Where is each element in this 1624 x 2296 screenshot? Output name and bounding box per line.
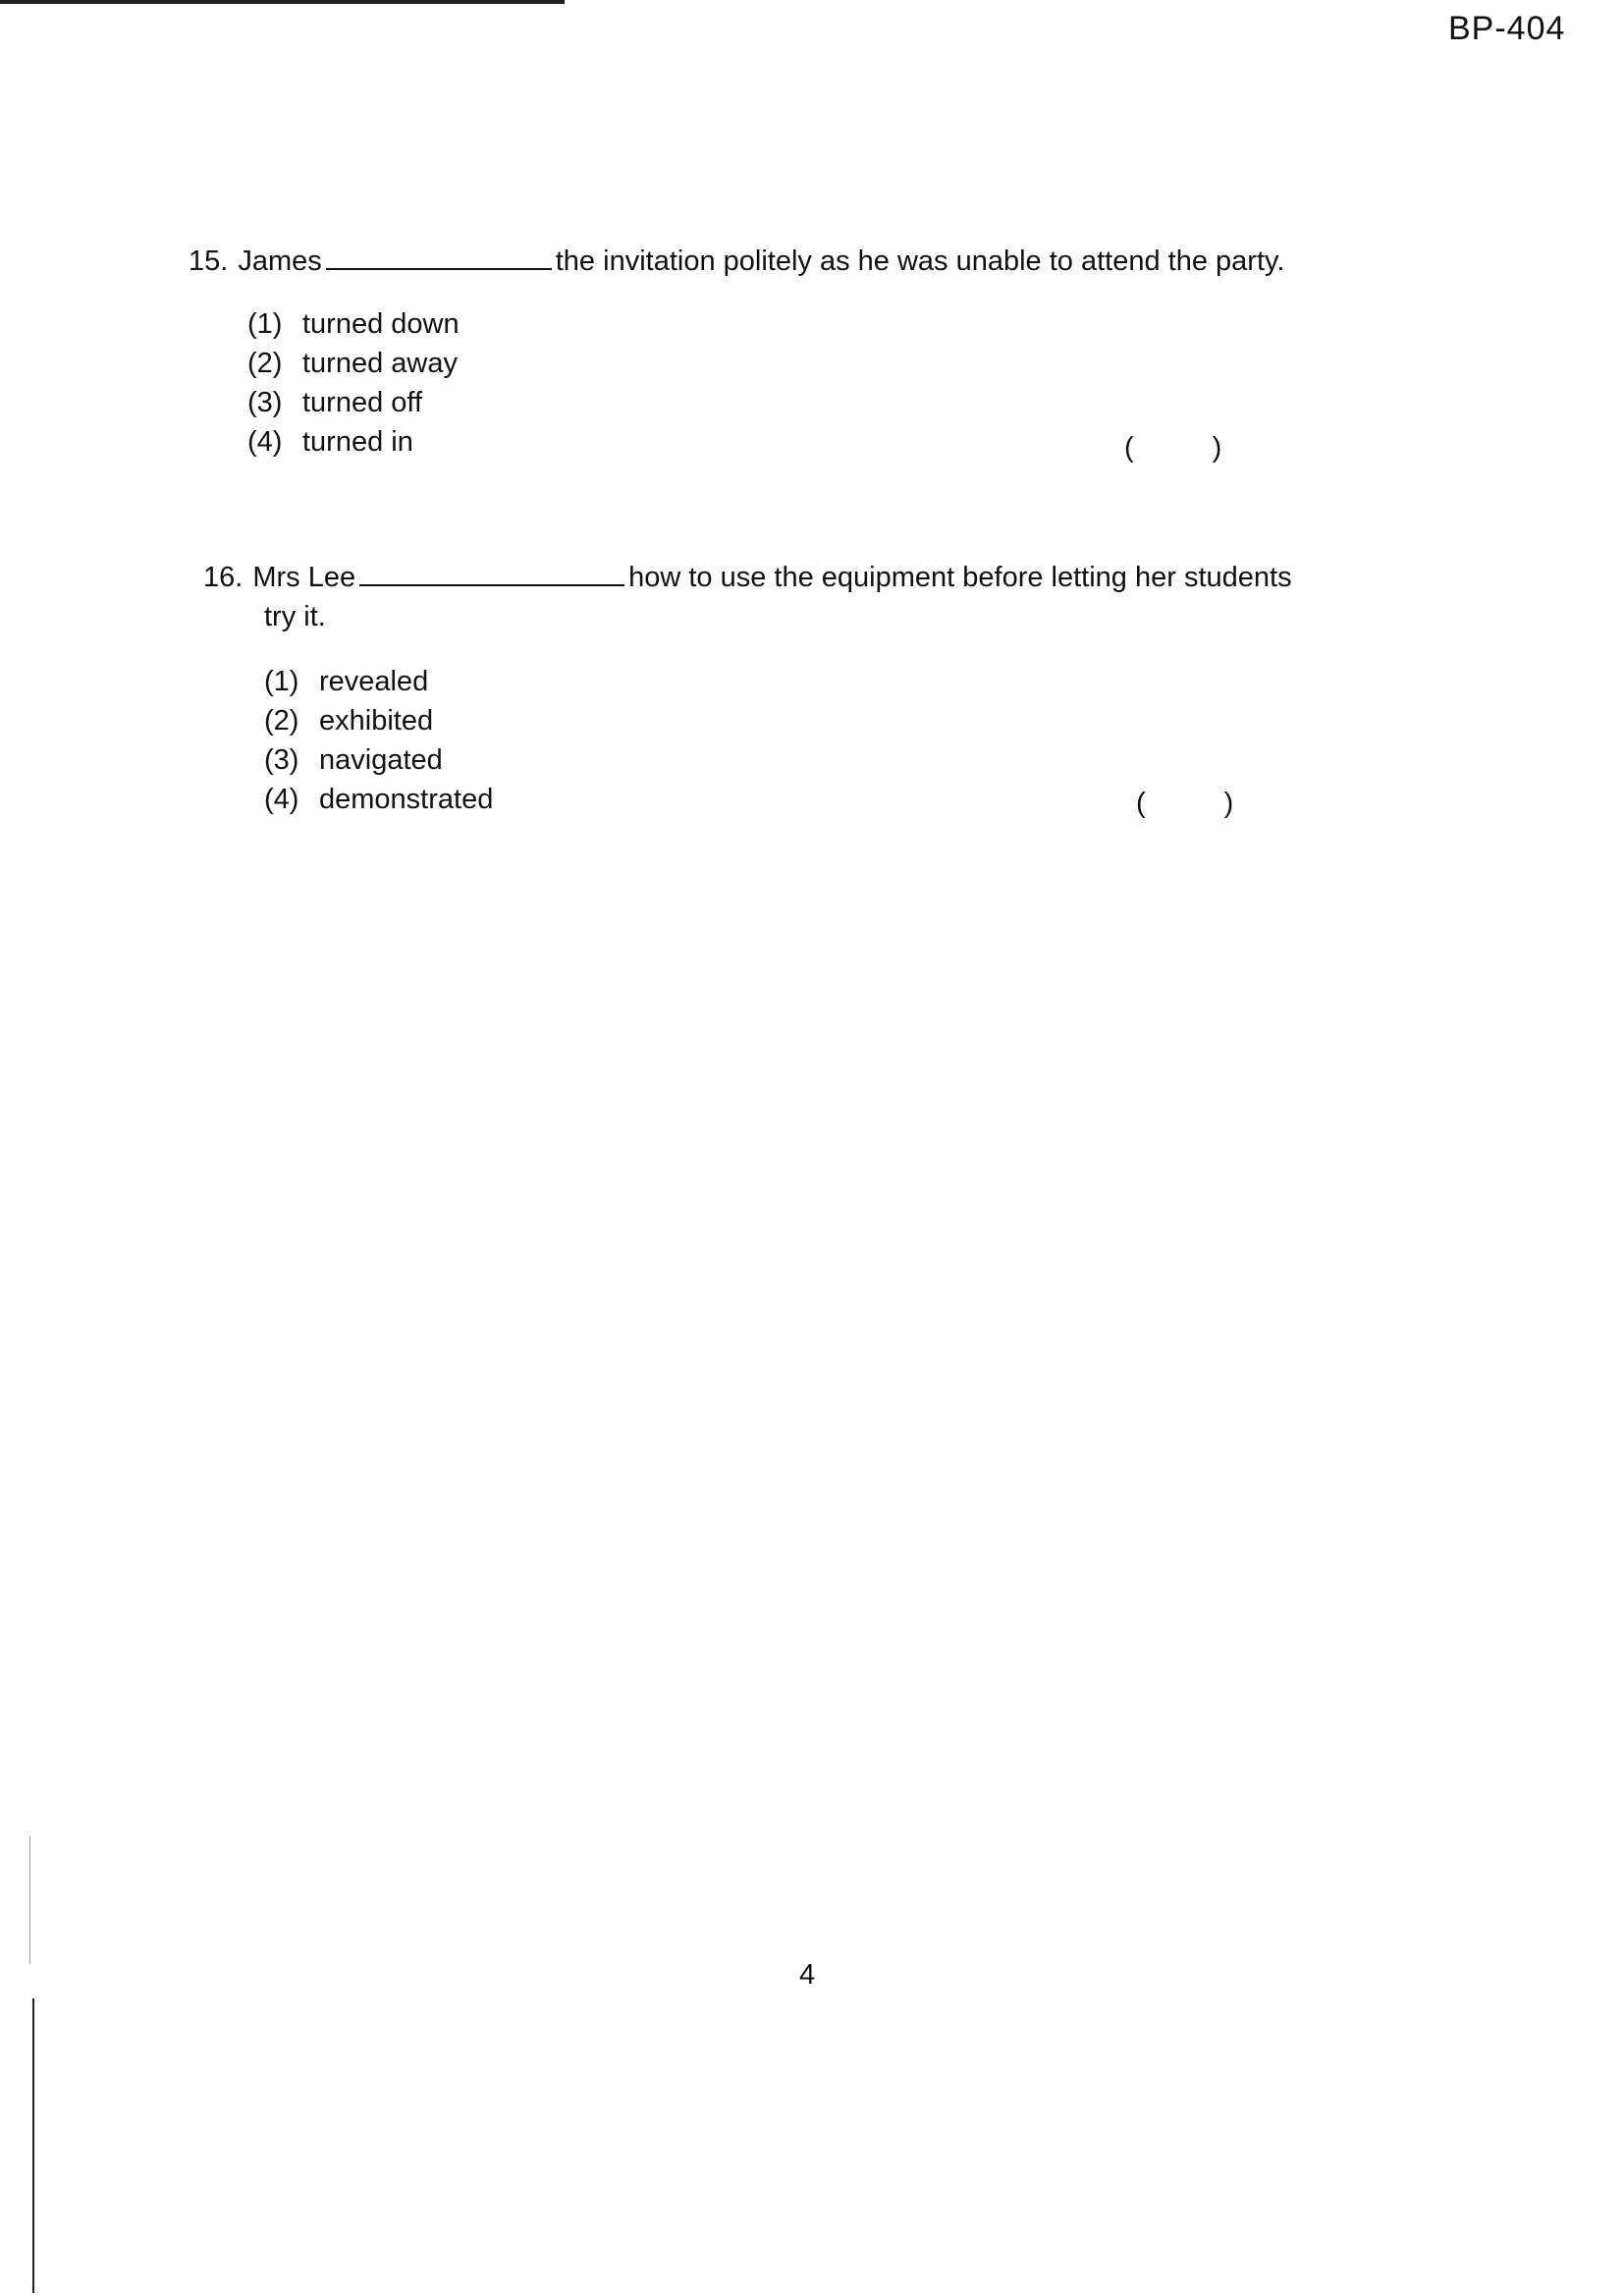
option-text: exhibited: [319, 705, 434, 737]
option-text: turned in: [302, 426, 413, 458]
option-text: turned down: [302, 308, 460, 340]
option-2: [247, 344, 1284, 383]
answer-box-16: [1136, 788, 1233, 820]
option-number: (4): [264, 784, 299, 815]
answer-blank: [359, 561, 624, 586]
option-number: (2): [247, 348, 283, 379]
option-number: (3): [247, 387, 283, 418]
option-3: [247, 383, 1284, 422]
option-text: demonstrated: [319, 784, 494, 815]
answer-blank: [326, 245, 552, 270]
top-border-line: [0, 0, 565, 4]
question-15: [189, 242, 1284, 462]
answer-box-15: [1124, 432, 1221, 465]
stem-after-blank: how to use the equipment before letting her students: [628, 562, 1292, 593]
option-number: (4): [247, 426, 283, 458]
option-3: [264, 740, 1292, 780]
option-1: [247, 304, 1284, 344]
option-number: (2): [264, 705, 299, 737]
option-text: navigated: [319, 744, 443, 776]
answer-paren-open: (: [1136, 788, 1146, 819]
answer-paren-open: (: [1124, 432, 1134, 464]
option-text: turned off: [302, 387, 423, 418]
question-16: [203, 558, 1292, 819]
paper-code: BP-404: [1448, 10, 1566, 47]
option-1: [264, 662, 1292, 701]
stem-after-blank: the invitation politely as he was unable to attend the party.: [555, 246, 1285, 277]
question-stem: [189, 242, 1284, 281]
stem-continuation: try it.: [264, 601, 326, 632]
option-text: revealed: [319, 666, 429, 697]
scan-margin-line-faint: [29, 1836, 30, 1964]
stem-before-blank: James: [238, 246, 322, 277]
question-number: 16.: [203, 562, 244, 593]
page-number: 4: [799, 1959, 816, 1991]
option-number: (1): [247, 308, 283, 340]
question-stem: [203, 558, 1292, 597]
stem-before-blank: Mrs Lee: [252, 562, 356, 593]
option-number: (1): [264, 666, 299, 697]
answer-paren-close: ): [1223, 788, 1234, 819]
option-2: [264, 701, 1292, 740]
scan-margin-line: [32, 1998, 34, 2293]
option-text: turned away: [302, 348, 458, 379]
question-number: 15.: [189, 246, 229, 277]
answer-paren-close: ): [1212, 432, 1222, 464]
option-number: (3): [264, 744, 299, 776]
